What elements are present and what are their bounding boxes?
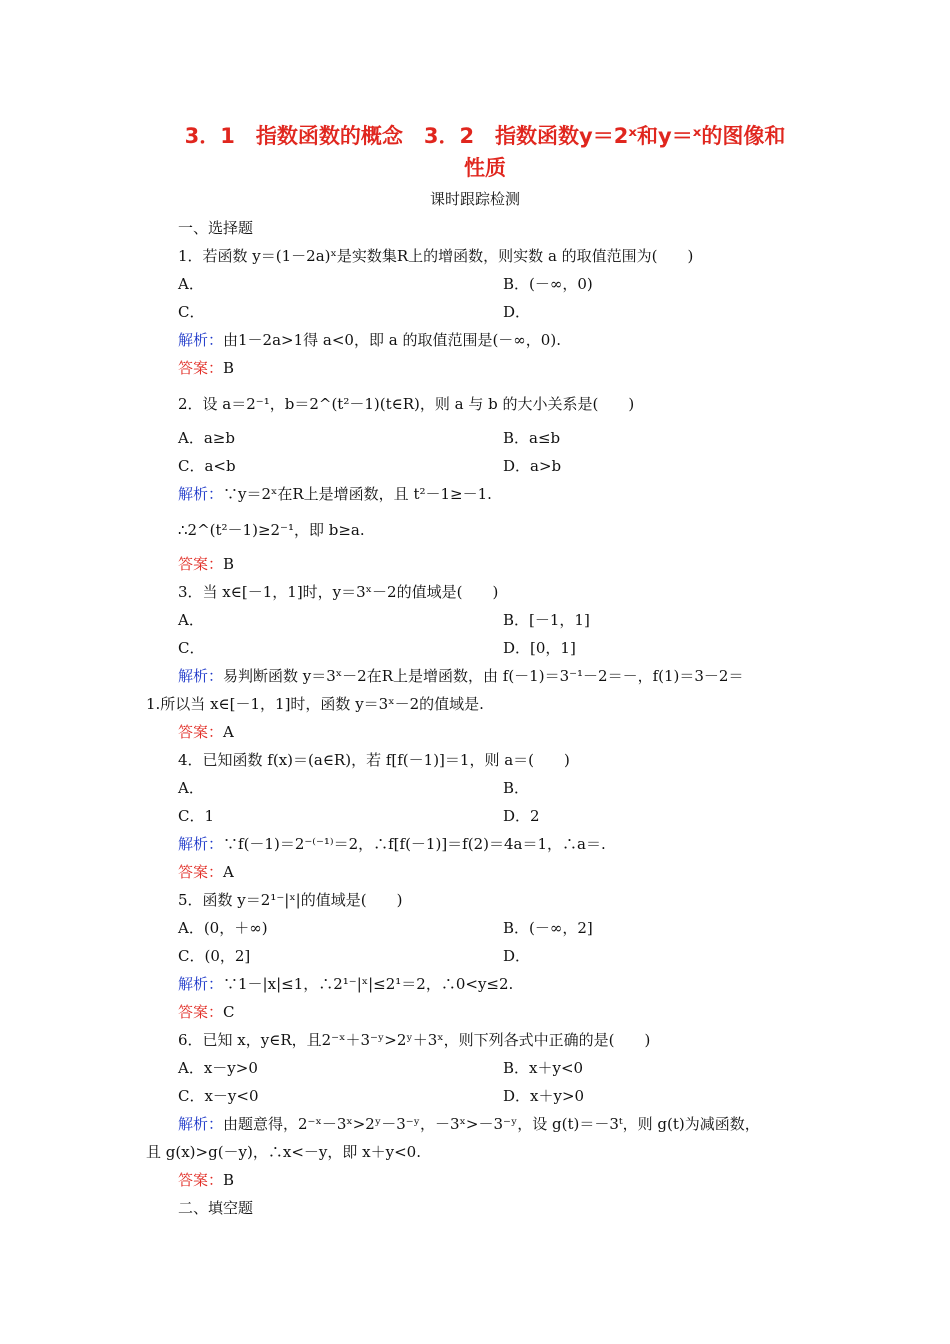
line-text: D．2 — [503, 807, 540, 825]
line-text: B．x＋y<0 — [503, 1059, 584, 1077]
line-text: A．x－y>0 — [178, 1059, 258, 1077]
analysis-label: 解析： — [178, 485, 224, 503]
text-line — [503, 778, 529, 798]
text-line — [178, 778, 204, 798]
text-line — [503, 946, 530, 966]
line-text: B． — [503, 779, 530, 797]
text-line — [178, 946, 250, 966]
text-line — [178, 1002, 235, 1022]
text-line — [178, 1170, 234, 1190]
text-line — [503, 274, 593, 294]
text-line — [178, 1030, 650, 1050]
line-text: D．a>b — [503, 457, 562, 475]
text-line — [503, 1058, 583, 1078]
line-text: C — [223, 1003, 235, 1021]
text-line — [146, 1142, 421, 1162]
line-text: D． — [503, 947, 531, 965]
text-line — [178, 274, 204, 294]
line-text: 一、选择题 — [178, 219, 254, 237]
text-line — [178, 666, 743, 686]
line-text: A． — [178, 611, 204, 629]
text-line — [503, 806, 540, 826]
line-text: A．(0，＋∞) — [178, 919, 268, 937]
text-line — [178, 394, 634, 414]
line-text: D．[0，1] — [503, 639, 576, 657]
line-text: 二、填空题 — [178, 1199, 254, 1217]
answer-label: 答案： — [178, 555, 224, 573]
text-line — [178, 330, 561, 350]
answer-label: 答案： — [178, 863, 224, 881]
line-text: B — [223, 555, 235, 573]
text-line — [503, 456, 561, 476]
line-text: D． — [503, 303, 531, 321]
line-text: ∵f(－1)＝2⁻⁽⁻¹⁾＝2，∴f[f(－1)]＝f(2)＝4a＝1，∴a＝. — [223, 835, 606, 853]
line-text: C．a<b — [178, 457, 236, 475]
text-line — [178, 1086, 259, 1106]
line-text: A． — [178, 275, 204, 293]
text-line — [178, 834, 606, 854]
line-text: 3．当 x∈[－1，1]时，y＝3ˣ－2的值域是( ) — [178, 583, 499, 601]
line-text: B．(－∞，2] — [503, 919, 593, 937]
text-line — [178, 302, 204, 322]
text-line — [178, 722, 234, 742]
text-line — [503, 302, 530, 322]
text-line — [146, 694, 484, 714]
text-line — [503, 918, 593, 938]
line-text: B — [223, 1171, 235, 1189]
line-text: C． — [178, 639, 205, 657]
text-line — [178, 1114, 760, 1134]
text-line — [503, 610, 590, 630]
document-title: 3．1 指数函数的概念 3．2 指数函数y＝2ˣ和y＝ˣ的图像和 — [184, 124, 786, 148]
analysis-label: 解析： — [178, 331, 224, 349]
text-line — [178, 890, 402, 910]
analysis-label: 解析： — [178, 835, 224, 853]
line-text: 1.所以当 x∈[－1，1]时，函数 y＝3ˣ－2的值域是. — [146, 695, 484, 713]
text-line — [178, 610, 204, 630]
text-line — [178, 456, 236, 476]
line-text: C．x－y<0 — [178, 1087, 259, 1105]
analysis-label: 解析： — [178, 975, 224, 993]
text-line — [503, 638, 576, 658]
line-text: B — [223, 359, 235, 377]
text-line — [178, 520, 365, 540]
line-text: C．1 — [178, 807, 215, 825]
line-text: A． — [178, 779, 204, 797]
line-text: B．a≤b — [503, 429, 561, 447]
line-text: B．[－1，1] — [503, 611, 590, 629]
line-text: A．a≥b — [178, 429, 235, 447]
text-line — [178, 554, 234, 574]
analysis-label: 解析： — [178, 667, 224, 685]
line-text: B．(－∞，0) — [503, 275, 593, 293]
text-line — [178, 428, 235, 448]
line-text: C．(0，2] — [178, 947, 251, 965]
line-text: C． — [178, 303, 205, 321]
text-line — [178, 638, 204, 658]
text-line — [178, 582, 498, 602]
text-line — [178, 1198, 253, 1218]
line-text: 由题意得，2⁻ˣ－3ˣ>2ʸ－3⁻ʸ，－3ˣ>－3⁻ʸ，设 g(t)＝－3ᵗ，则 g(t)为减函数， — [223, 1115, 760, 1133]
document-title-continued: 性质 — [464, 156, 506, 180]
line-text: 2．设 a＝2⁻¹，b＝2^(t²－1)(t∈R)，则 a 与 b 的大小关系是( ) — [178, 395, 635, 413]
line-text: ∵y＝2ˣ在R上是增函数，且 t²－1≥－1. — [223, 485, 492, 503]
text-line — [503, 428, 560, 448]
line-text: D．x＋y>0 — [503, 1087, 585, 1105]
line-text: A — [223, 723, 234, 741]
text-line — [178, 246, 693, 266]
text-line — [178, 1058, 258, 1078]
line-text: 且 g(x)>g(－y)，∴x<－y，即 x＋y<0. — [146, 1143, 421, 1161]
analysis-label: 解析： — [178, 1115, 224, 1133]
text-line — [503, 1086, 584, 1106]
text-line — [178, 218, 253, 238]
text-line — [178, 974, 513, 994]
line-text: 由1－2a>1得 a<0，即 a 的取值范围是(－∞，0). — [223, 331, 561, 349]
section-subtitle: 课时跟踪检测 — [429, 190, 520, 208]
answer-label: 答案： — [178, 359, 224, 377]
answer-label: 答案： — [178, 723, 224, 741]
line-text: 1．若函数 y＝(1－2a)ˣ是实数集R上的增函数，则实数 a 的取值范围为( ) — [178, 247, 694, 265]
text-line — [178, 918, 268, 938]
line-text: 4．已知函数 f(x)＝(a∈R)，若 f[f(－1)]＝1，则 a＝( ) — [178, 751, 570, 769]
line-text: 易判断函数 y＝3ˣ－2在R上是增函数，由 f(－1)＝3⁻¹－2＝－，f(1)＝3－2＝ — [223, 667, 744, 685]
text-line — [178, 484, 492, 504]
answer-label: 答案： — [178, 1003, 224, 1021]
text-line — [178, 750, 570, 770]
text-line — [178, 862, 234, 882]
text-line — [178, 358, 234, 378]
line-text: A — [223, 863, 234, 881]
line-text: 5．函数 y＝2¹⁻|ˣ|的值域是( ) — [178, 891, 403, 909]
text-line — [178, 806, 214, 826]
line-text: ∴2^(t²－1)≥2⁻¹，即 b≥a. — [178, 521, 365, 539]
line-text: ∵1－|x|≤1，∴2¹⁻|ˣ|≤2¹＝2，∴0<y≤2. — [223, 975, 514, 993]
line-text: 6．已知 x，y∈R，且2⁻ˣ＋3⁻ʸ>2ʸ＋3ˣ，则下列各式中正确的是( ) — [178, 1031, 651, 1049]
answer-label: 答案： — [178, 1171, 224, 1189]
